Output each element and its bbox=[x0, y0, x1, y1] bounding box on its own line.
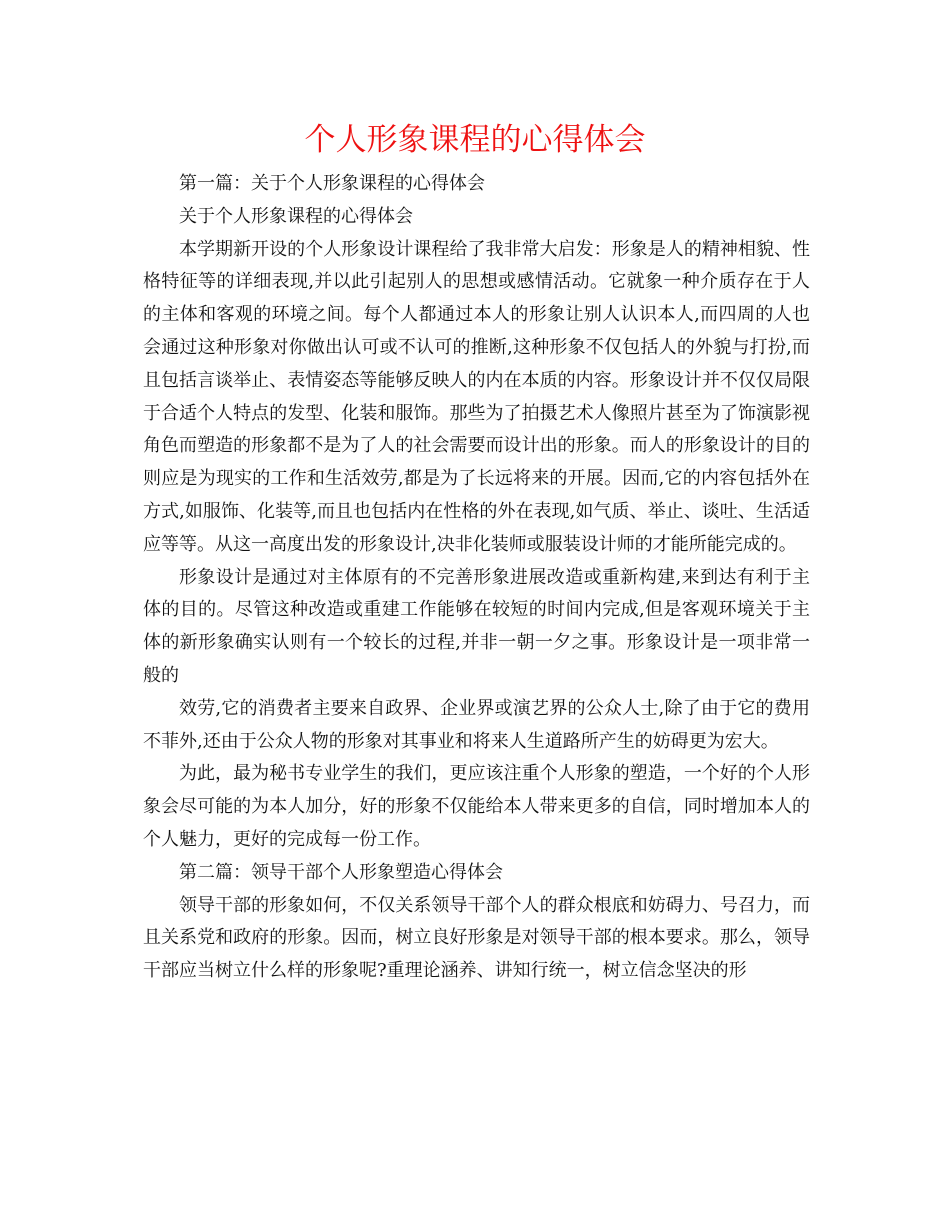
paragraph: 效劳,它的消费者主要来自政界、企业界或演艺界的公众人士,除了由于它的费用不菲外,还由于公众人物的形象对其事业和将来人生道路所产生的妨碍更为宏大。 bbox=[143, 697, 810, 752]
paragraph: 领导干部的形象如何，不仅关系领导干部个人的群众根底和妨碍力、号召力，而且关系党和政府的形象。因而，树立良好形象是对领导干部的根本要求。那么，领导干部应当树立什么样的形象呢?重理论涵养、讲知行统一，树立信念坚决的形 bbox=[143, 894, 810, 982]
document-body bbox=[143, 168, 810, 988]
subheading: 关于个人形象课程的心得体会 bbox=[179, 205, 413, 227]
section-heading-1: 第一篇：关于个人形象课程的心得体会 bbox=[179, 173, 485, 194]
section-heading-2: 第二篇：领导干部个人形象塑造心得体会 bbox=[179, 861, 503, 883]
paragraph: 为此，最为秘书专业学生的我们，更应该注重个人形象的塑造，一个好的个人形象会尽可能的为本人加分，好的形象不仅能给本人带来更多的自信，同时增加本人的个人魅力，更好的完成每一份工作。 bbox=[143, 763, 810, 850]
paragraph: 本学期新开设的个人形象设计课程给了我非常大启发：形象是人的精神相貌、性格特征等的详细表现,并以此引起别人的思想或感情活动。它就象一种介质存在于人的主体和客观的环境之间。每个人都通过本人的形象让别人认识本人,而四周的人也会通过这种形象对你做出认可或不认可的推断,这种形象不仅包括人的外貌与打扮,而且包括言谈举止、表情姿态等能够反映人的内在本质的内容。形象设计并不仅仅局限于合适个人特点的发型、化装和服饰。那些为了拍摄艺术人像照片甚至为了饰演影视角色而塑造的形象都不是为了人的社会需要而设计出的形象。而人的形象设计的目的则应是为现实的工作和生活效劳,都是为了长远将来的开展。因而,它的内容包括外在方式,如服饰、化装等,而且也包括内在性格的外在表现,如气质、举止、谈吐、生活适应等等。从这一高度出发的形象设计,决非化装师或服装设计师的才能所能完成的。 bbox=[143, 238, 810, 555]
document-title: 个人形象课程的心得体会 bbox=[304, 122, 646, 158]
paragraph: 形象设计是通过对主体原有的不完善形象进展改造或重新构建,来到达有利于主体的目的。尽管这种改造或重建工作能够在较短的时间内完成,但是客观环境关于主体的新形象确实认则有一个较长的过程,并非一朝一夕之事。形象设计是一项非常一般的 bbox=[143, 566, 810, 686]
